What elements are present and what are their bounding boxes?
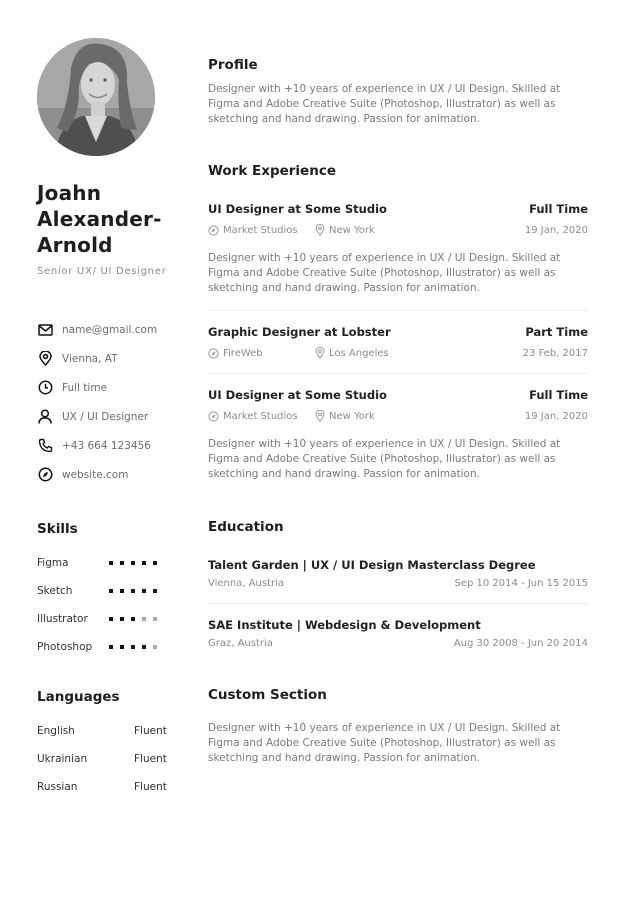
language-level: Fluent [134,725,167,737]
divider [208,310,588,311]
skill-list [37,549,172,661]
skill-name: Illustrator [37,613,88,625]
job-description: Designer with +10 years of experience in UX / UI Design. Skilled at Figma and Adobe Creative Suite (Photoshop, Illustrator) as well as sketching and hand drawing. Passion for animation. [208,252,561,294]
skill-dot-filled [131,561,135,565]
skill-name: Photoshop [37,641,93,653]
skills-title: Skills [37,521,78,537]
divider [208,603,588,604]
job-date: 19 Jan, 2020 [524,224,588,236]
skill-dot-filled [120,561,124,565]
education-section [208,519,588,649]
job-type: Full Time [529,388,588,402]
education-location: Graz, Austria [208,638,273,649]
skill-level [109,617,157,621]
education-dates: Aug 30 2008 - Jun 20 2014 [453,638,588,649]
skill-row [37,633,172,661]
language-name: Ukrainian [37,753,88,765]
work-title: Work Experience [208,163,336,179]
job-type: Full Time [529,202,588,216]
skill-row [37,549,172,577]
skill-row [37,605,172,633]
job-date: 19 Jan, 2020 [524,410,588,422]
skill-dot-filled [131,589,135,593]
location-pin-icon [315,347,325,359]
skill-level [109,561,157,565]
skill-dot-empty [142,617,146,621]
job-location [315,347,389,359]
custom-section [208,687,588,766]
custom-text: Designer with +10 years of experience in UX / UI Design. Skilled at Figma and Adobe Creative Suite (Photoshop, Illustrator) as well as sketching and hand drawing. Passion for animation. [208,722,561,764]
skill-dot-filled [109,589,113,593]
custom-title: Custom Section [208,687,327,703]
job-entry [208,202,588,296]
divider [208,373,588,374]
contact-availability [37,373,172,402]
contact-text: name@gmail.com [62,323,158,336]
education-title-text: SAE Institute | Webdesign & Development [208,618,481,632]
name-line: Alexander- [37,207,162,231]
education-location: Vienna, Austria [208,578,285,589]
profile-text: Designer with +10 years of experience in UX / UI Design. Skilled at Figma and Adobe Creative Suite (Photoshop, Illustrator) as well as sketching and hand drawing. Passion for animation. [208,83,561,125]
compass-icon [208,348,219,359]
name-line: Joahn [37,181,102,205]
language-row [37,773,172,801]
contact-text: +43 664 123456 [62,439,151,452]
job-location-text: Los Angeles [329,347,389,359]
portrait-image [37,38,155,156]
language-row [37,717,172,745]
job-company [208,225,315,236]
job-company-text: Market Studios [223,410,298,422]
phone-icon [37,438,53,454]
skill-dot-filled [120,617,124,621]
skill-dot-filled [153,589,157,593]
job-location [315,224,375,236]
compass-icon [208,411,219,422]
skill-dot-empty [153,645,157,649]
location-pin-icon [315,224,325,236]
skills-section [37,521,172,661]
location-pin-icon [37,351,53,367]
skill-level [109,645,157,649]
language-name: Russian [37,781,78,793]
language-level: Fluent [134,781,167,793]
languages-section [37,689,172,801]
language-list [37,717,172,801]
education-dates: Sep 10 2014 - Jun 15 2015 [454,578,588,589]
location-pin-icon [315,410,325,422]
skill-dot-filled [131,617,135,621]
language-row [37,745,172,773]
education-title-text: Talent Garden | UX / UI Design Masterclass Degree [208,558,536,572]
contact-email[interactable] [37,315,172,344]
education-entry [208,618,588,649]
language-level: Fluent [134,753,167,765]
job-title: UI Designer at Some Studio [208,388,387,402]
skill-dot-filled [142,561,146,565]
sidebar [37,38,172,801]
main-content [208,57,588,766]
job-location-text: New York [329,224,375,236]
job-company [208,411,315,422]
work-section [208,163,588,482]
skill-name: Figma [37,557,69,569]
languages-title: Languages [37,689,120,705]
user-icon [37,409,53,425]
person-name [37,180,172,258]
skill-dot-filled [131,645,135,649]
avatar [37,38,155,156]
compass-icon [37,467,53,483]
skill-dot-filled [142,645,146,649]
skill-dot-filled [109,561,113,565]
job-company-text: Market Studios [223,224,298,236]
profile-section [208,57,588,127]
skill-dot-filled [120,645,124,649]
compass-icon [208,225,219,236]
skill-dot-empty [153,617,157,621]
skill-dot-filled [120,589,124,593]
skill-dot-filled [109,617,113,621]
person-role: Senior UX/ UI Designer [37,266,167,277]
contact-text: Full time [62,381,108,394]
job-location [315,410,375,422]
job-type: Part Time [525,325,588,339]
job-entry [208,325,588,359]
job-date: 23 Feb, 2017 [522,347,588,359]
contact-text: website.com [62,468,129,481]
job-company [208,348,315,359]
contact-website[interactable] [37,460,172,489]
contact-text: UX / UI Designer [62,410,149,423]
contact-location [37,344,172,373]
job-title: UI Designer at Some Studio [208,202,387,216]
clock-icon [37,380,53,396]
skill-dot-filled [142,589,146,593]
name-line: Arnold [37,233,113,257]
skill-dot-filled [153,561,157,565]
job-entry [208,388,588,482]
skill-name: Sketch [37,585,73,597]
contact-position [37,402,172,431]
skill-row [37,577,172,605]
skill-level [109,589,157,593]
job-description: Designer with +10 years of experience in UX / UI Design. Skilled at Figma and Adobe Creative Suite (Photoshop, Illustrator) as well as sketching and hand drawing. Passion for animation. [208,438,561,480]
profile-title: Profile [208,57,258,73]
education-title: Education [208,519,284,535]
skill-dot-filled [109,645,113,649]
language-name: English [37,725,75,737]
contact-phone[interactable] [37,431,172,460]
job-location-text: New York [329,410,375,422]
job-title: Graphic Designer at Lobster [208,325,391,339]
contact-text: Vienna, AT [62,352,118,365]
education-entry [208,558,588,589]
contact-list [37,315,172,489]
job-company-text: FireWeb [223,347,263,359]
mail-icon [37,322,53,338]
